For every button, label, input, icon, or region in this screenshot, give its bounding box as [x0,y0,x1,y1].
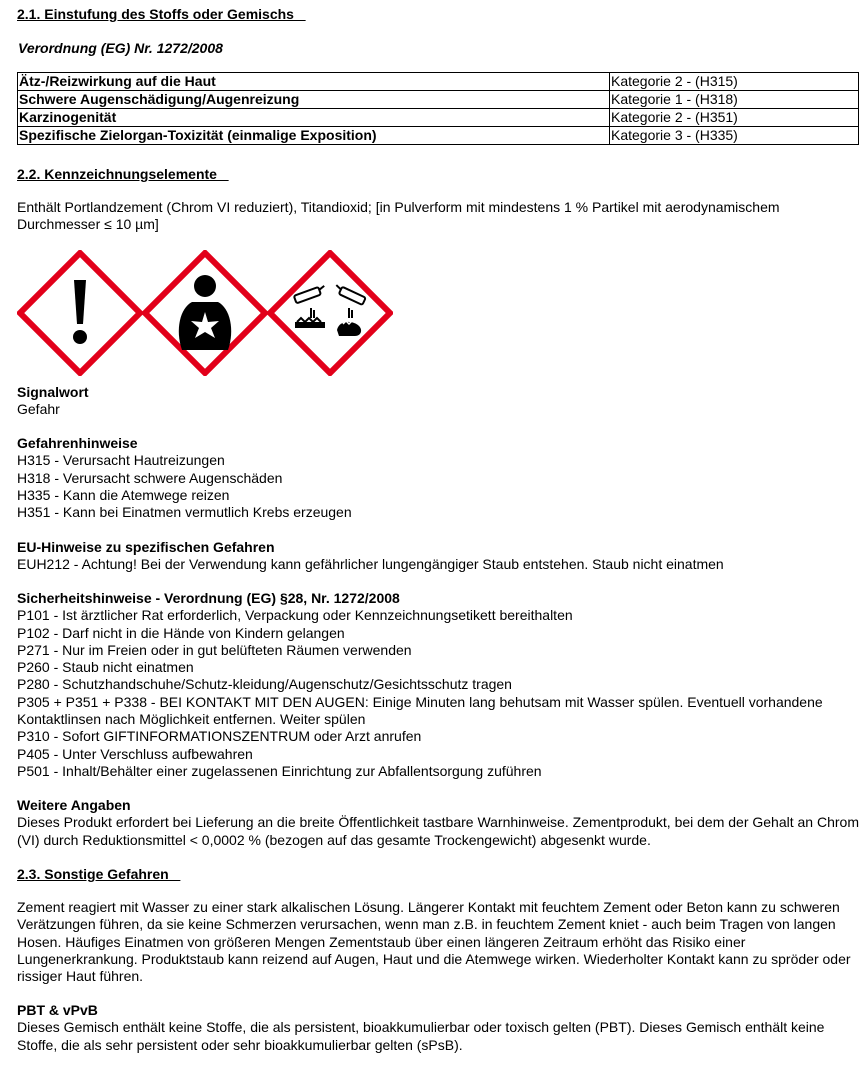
signal-word: Gefahr [17,401,60,418]
further-info-label: Weitere Angaben [17,797,131,813]
hazard-category-cell: Kategorie 2 - (H351) [610,109,859,127]
precautionary-statement: P260 - Staub nicht einatmen [17,659,194,676]
eu-statement: EUH212 - Achtung! Bei der Verwendung kann gefährlicher lungengängiger Staub entstehen. Staub nicht einatmen [17,556,724,573]
further-info-block [17,797,859,849]
hazard-class-cell: Spezifische Zielorgan-Toxizität (einmalige Exposition) [18,127,610,145]
hazard-statement: H318 - Verursacht schwere Augenschäden [17,469,283,486]
ghs-pictograms [17,250,397,376]
exclamation-mark-icon [17,250,143,376]
section-2-1-title: 2.1. Einstufung des Stoffs oder Gemischs [17,6,306,22]
precautionary-statement: P101 - Ist ärztlicher Rat erforderlich, Verpackung oder Kennzeichnungsetikett bereithalten [17,607,573,624]
hazard-category-cell: Kategorie 1 - (H318) [610,91,859,109]
hazard-category-cell: Kategorie 3 - (H335) [610,127,859,145]
precautionary-statement: P310 - Sofort GIFTINFORMATIONSZENTRUM oder Arzt anrufen [17,728,422,745]
hazard-class-cell: Schwere Augenschädigung/Augenreizung [18,91,610,109]
section-2-2-title: 2.2. Kennzeichnungselemente [17,166,229,182]
precautionary-block [17,590,859,780]
hazard-statements-block [17,435,859,521]
signal-word-label: Signalwort [17,384,89,400]
hazard-statements-label: Gefahrenhinweise [17,435,138,451]
hazard-statement: H351 - Kann bei Einatmen vermutlich Krebs erzeugen [17,504,352,521]
precautionary-statement: P305 + P351 + P338 - BEI KONTAKT MIT DEN AUGEN: Einige Minuten lang behutsam mit Wasser spülen. Eventuell vorhandene Kontaktlinsen nach Möglichkeit entfernen. Weiter spülen [17,693,823,728]
precautionary-statement: P102 - Darf nicht in die Hände von Kindern gelangen [17,624,345,641]
hazard-class-cell: Ätz-/Reizwirkung auf die Haut [18,73,610,91]
contains-text: Enthält Portlandzement (Chrom VI reduziert), Titandioxid; [in Pulverform mit mindestens 1 % Partikel mit aerodynamischem Durchmesser ≤ 10 µm] [17,199,780,233]
precautionary-statement: P280 - Schutzhandschuhe/Schutz-kleidung/Augenschutz/Gesichtsschutz tragen [17,676,512,693]
pbt-block [17,1002,859,1054]
hazard-statement: H315 - Verursacht Hautreizungen [17,452,225,469]
precautionary-statement: P405 - Unter Verschluss aufbewahren [17,745,253,762]
other-hazards-text: Zement reagiert mit Wasser zu einer stark alkalischen Lösung. Längerer Kontakt mit feuchtem Zement oder Beton kann zu schweren Verätzungen führen, da sie keine Schmerzen verursachen, wenn man z.B. in feuchtem Zement kniet - auch beim Tragen von langen Hosen. Häufiges Einatmen von größeren Mengen Zementstaub über einen längeren Zeitraum erhöht das Risiko einer Lungenerkrankung. Produktstaub kann reizend auf Augen, Haut und die Atemwege wirken. Wiederholter Kontakt kann zu spröder oder rissiger Haut führen. [17,899,851,985]
hazard-class-cell: Karzinogenität [18,109,610,127]
classification-row [18,73,859,91]
pbt-text: Dieses Gemisch enthält keine Stoffe, die als persistent, bioakkumulierbar oder toxisch gelten (PBT). Dieses Gemisch enthält keine Stoffe, die als sehr persistent oder sehr bioakkumulierbar gelten (sPsB). [17,1019,825,1053]
pbt-label: PBT & vPvB [17,1002,98,1018]
classification-row [18,91,859,109]
classification-table [17,72,859,145]
further-info-text: Dieses Produkt erfordert bei Lieferung an die breite Öffentlichkeit tastbare Warnhinweise. Zementprodukt, bei dem der Gehalt an Chrom (VI) durch Reduktionsmittel < 0,0002 % (bezogen auf das gesamte Trockengewicht) abgesenkt wurde. [17,814,859,848]
classification-row [18,109,859,127]
section-2-3-title: 2.3. Sonstige Gefahren [17,866,181,882]
corrosion-icon [267,250,393,376]
health-hazard-icon [142,250,268,376]
hazard-statement: H335 - Kann die Atemwege reizen [17,486,230,503]
signal-word-block [17,384,859,419]
hazard-category-cell: Kategorie 2 - (H315) [610,73,859,91]
eu-statements-label: EU-Hinweise zu spezifischen Gefahren [17,539,275,555]
regulation-heading: Verordnung (EG) Nr. 1272/2008 [18,40,223,56]
classification-row [18,127,859,145]
precautionary-statement: P501 - Inhalt/Behälter einer zugelassenen Einrichtung zur Abfallentsorgung zuführen [17,762,542,779]
precautionary-statement: P271 - Nur im Freien oder in gut belüfteten Räumen verwenden [17,641,412,658]
precautionary-label: Sicherheitshinweise - Verordnung (EG) §28, Nr. 1272/2008 [17,590,400,606]
eu-statements-block [17,539,859,574]
